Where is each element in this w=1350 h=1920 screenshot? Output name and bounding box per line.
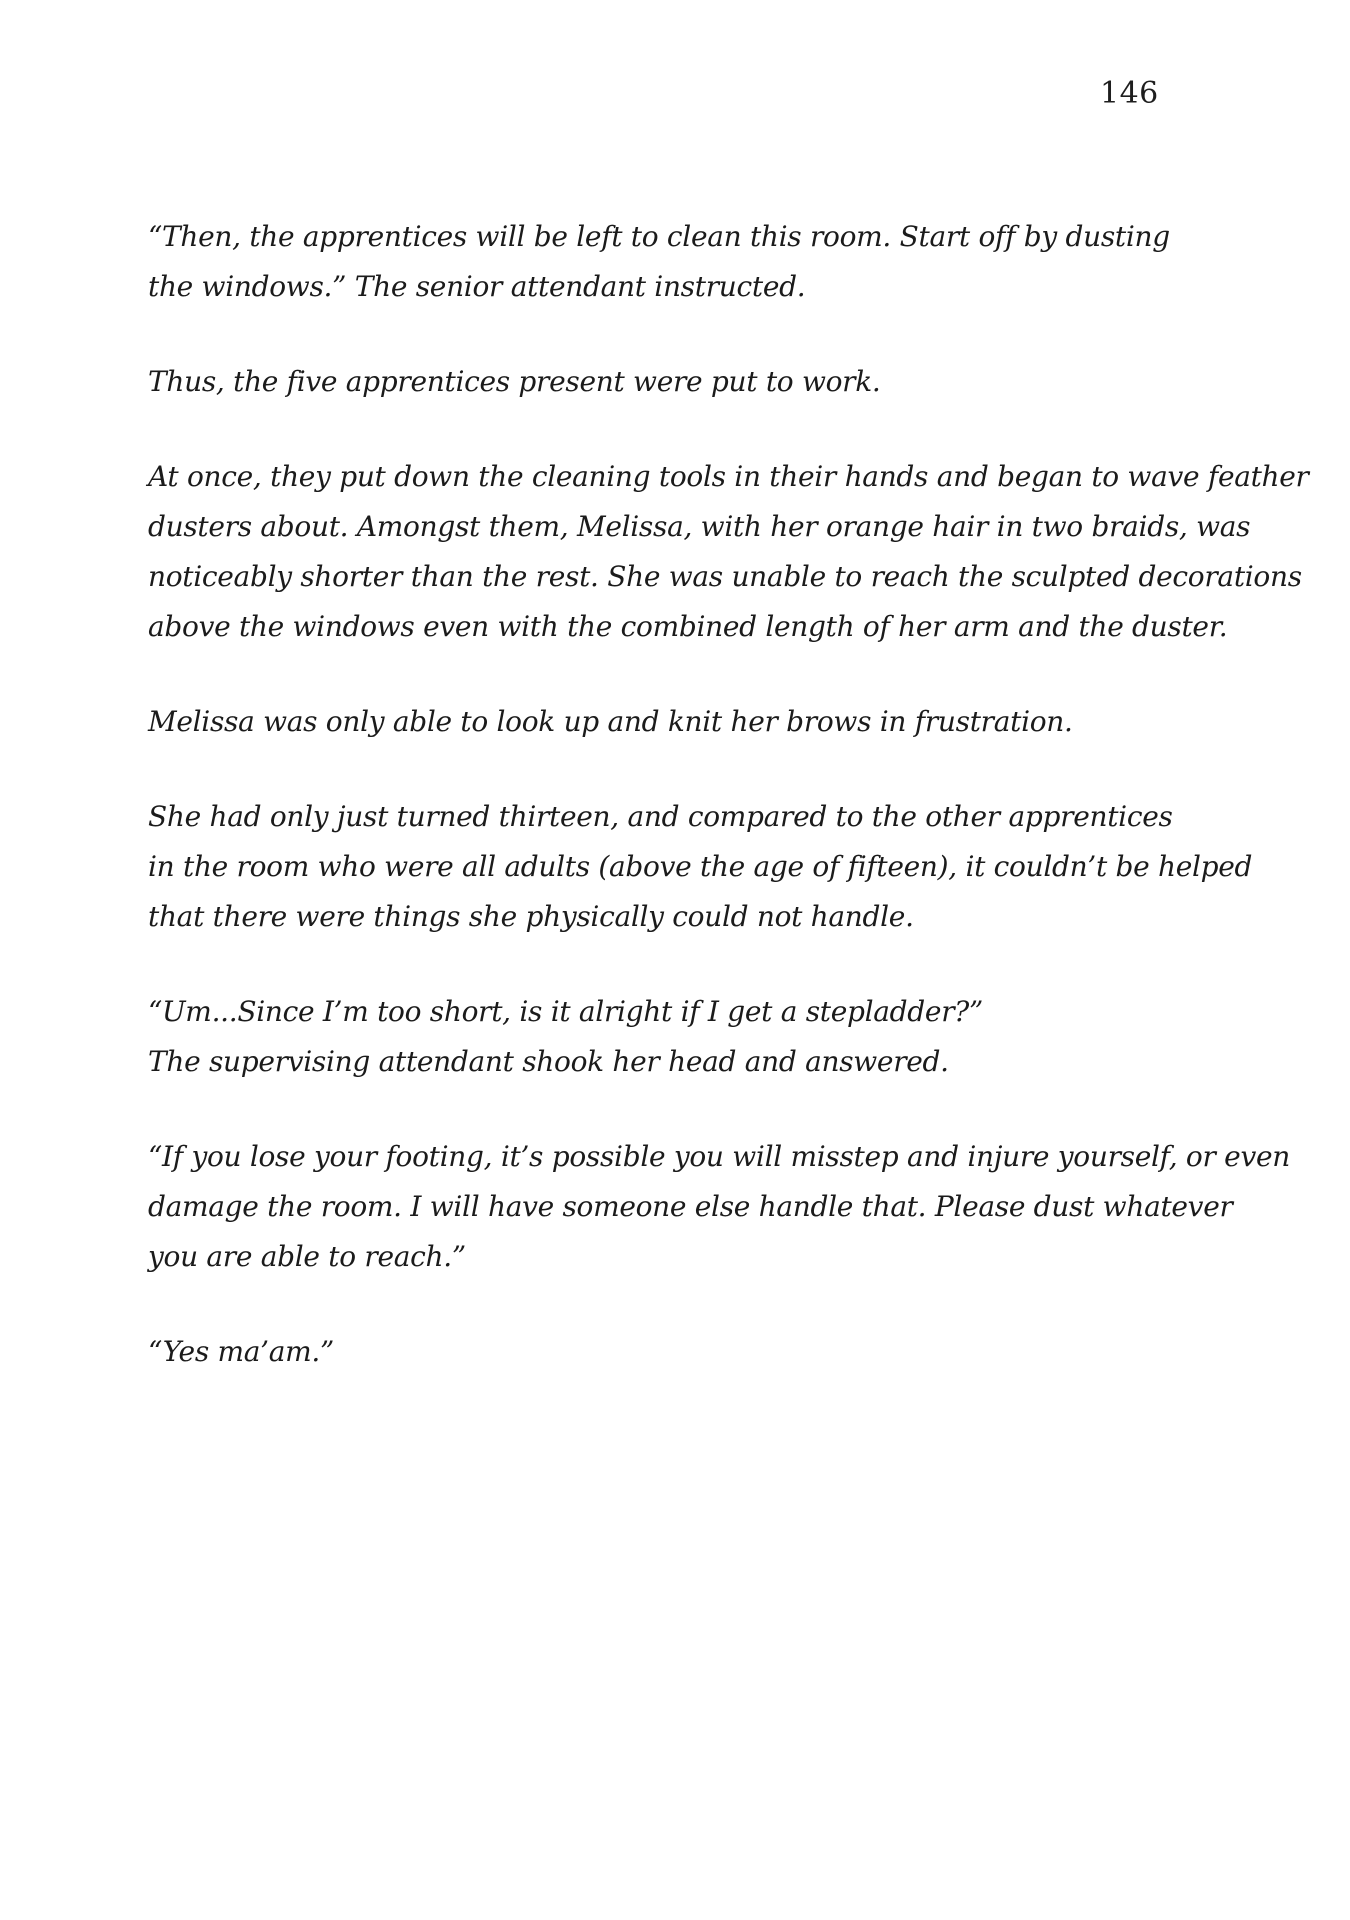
- paragraph: [148, 792, 1258, 942]
- text-line: Thus, the five apprentices present were put to work.: [148, 365, 881, 398]
- text-line: At once, they put down the cleaning tools in their hands and began to wave feather: [148, 460, 1309, 493]
- paragraph: [148, 452, 1309, 652]
- text-line: “Yes ma’am.”: [148, 1335, 334, 1368]
- text-line: noticeably shorter than the rest. She was unable to reach the sculpted decorations: [148, 560, 1302, 593]
- text-line: the windows.” The senior attendant instructed.: [148, 270, 806, 303]
- text-line: “Then, the apprentices will be left to clean this room. Start off by dusting: [148, 220, 1170, 253]
- text-line: that there were things she physically could not handle.: [148, 900, 914, 933]
- paragraph: [148, 1327, 1258, 1377]
- page-number: 146: [1100, 76, 1159, 111]
- paragraph: [148, 212, 1258, 312]
- text-line: dusters about. Amongst them, Melissa, with her orange hair in two braids, was: [148, 510, 1251, 543]
- text-line: you are able to reach.”: [148, 1240, 466, 1273]
- paragraph: [148, 697, 1258, 747]
- text-line: The supervising attendant shook her head and answered.: [148, 1045, 949, 1078]
- text-line: Melissa was only able to look up and knit her brows in frustration.: [148, 705, 1073, 738]
- paragraph: [148, 987, 1258, 1087]
- text-line: She had only just turned thirteen, and compared to the other apprentices: [148, 800, 1173, 833]
- paragraph: [148, 1132, 1290, 1282]
- text-line: damage the room. I will have someone else handle that. Please dust whatever: [148, 1190, 1233, 1223]
- text-line: “If you lose your footing, it’s possible you will misstep and injure yourself, or even: [148, 1140, 1290, 1173]
- paragraph: [148, 357, 1258, 407]
- text-line: in the room who were all adults (above the age of fifteen), it couldn’t be helped: [148, 850, 1253, 883]
- text-line: above the windows even with the combined length of her arm and the duster.: [148, 610, 1228, 643]
- text-line: “Um...Since I’m too short, is it alright if I get a stepladder?”: [148, 995, 984, 1028]
- page-body-text: [148, 212, 1309, 1422]
